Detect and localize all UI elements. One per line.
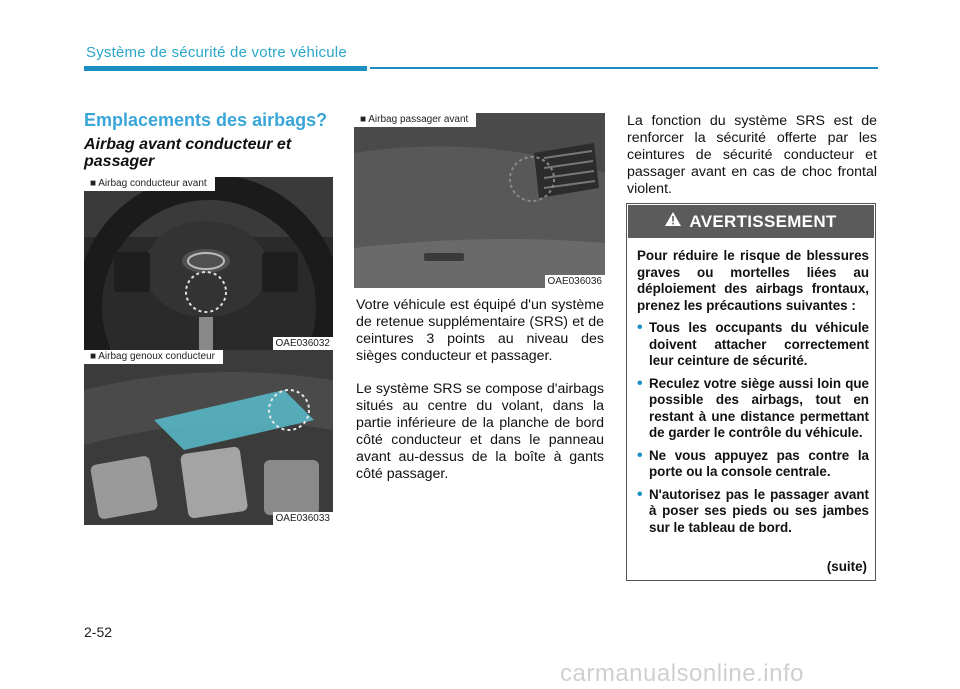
figure-driver-airbag — [84, 177, 333, 350]
watermark: carmanualsonline.info — [560, 660, 804, 687]
header-rule-thin — [370, 67, 878, 69]
figure-knee-airbag — [84, 350, 333, 525]
warning-item: • Tous les occupants du véhicule doivent attacher correctement leur ceinture de sécurité. — [637, 319, 869, 368]
bullet-icon: • — [637, 485, 643, 503]
warning-item: • N'autorisez pas le passager avant à poser ses pieds ou ses jambes sur le tableau de bord. — [637, 485, 869, 535]
warning-title: AVERTISSEMENT — [689, 212, 837, 231]
figure-passenger-airbag — [354, 113, 605, 288]
bullet-icon: • — [637, 446, 643, 464]
knee-airbag-illustration — [84, 350, 333, 525]
figure-code: OAE036033 — [273, 512, 334, 525]
figure-code: OAE036032 — [273, 337, 334, 350]
figure-caption: ■ Airbag passager avant — [354, 113, 476, 127]
warning-item: • Ne vous appuyez pas contre la porte ou la console centrale. — [637, 446, 869, 479]
page-number: 2-52 — [84, 624, 113, 640]
section-title: Emplacements des airbags? — [84, 110, 328, 130]
steering-wheel-illustration — [84, 177, 333, 350]
figure-caption: ■ Airbag conducteur avant — [84, 177, 215, 191]
body-paragraph-3: La fonction du système SRS est de renforcer la sécurité offerte par les ceintures de sécurité conducteur et passager avant en cas de choc frontal violent. — [627, 113, 877, 197]
figure-caption: ■ Airbag genoux conducteur — [84, 350, 223, 364]
warning-body — [637, 248, 869, 542]
section-subtitle: Airbag avant conducteur et passager — [84, 136, 292, 170]
warning-box — [626, 203, 876, 581]
body-paragraph-2: Le système SRS se compose d'airbags situés au centre du volant, dans la partie inférieure de la planche de bord côté conducteur et dans le panneau avant au-dessus de la boîte à gants côté passager. — [356, 381, 604, 482]
header-rule-thick — [84, 66, 367, 71]
bullet-icon: • — [637, 319, 643, 336]
warning-triangle-icon — [665, 204, 681, 237]
bullet-icon: • — [637, 374, 643, 392]
warning-header — [628, 205, 874, 238]
figure-code: OAE036036 — [545, 275, 606, 288]
passenger-dashboard-illustration — [354, 113, 605, 288]
warning-intro: Pour réduire le risque de blessures graves ou mortelles liées au déploiement des airbags frontaux, prenez les précautions suivantes : — [637, 248, 869, 313]
running-header: Système de sécurité de votre véhicule — [86, 44, 347, 61]
warning-item: • Reculez votre siège aussi loin que possible des airbags, tout en restant à une distance permettant de garder le contrôle du véhicule. — [637, 374, 869, 440]
continued-label: (suite) — [826, 559, 867, 574]
body-paragraph-1: Votre véhicule est équipé d'un système de retenue supplémentaire (SRS) et de ceintures 3 points au niveau des sièges conducteur et passager. — [356, 297, 604, 364]
